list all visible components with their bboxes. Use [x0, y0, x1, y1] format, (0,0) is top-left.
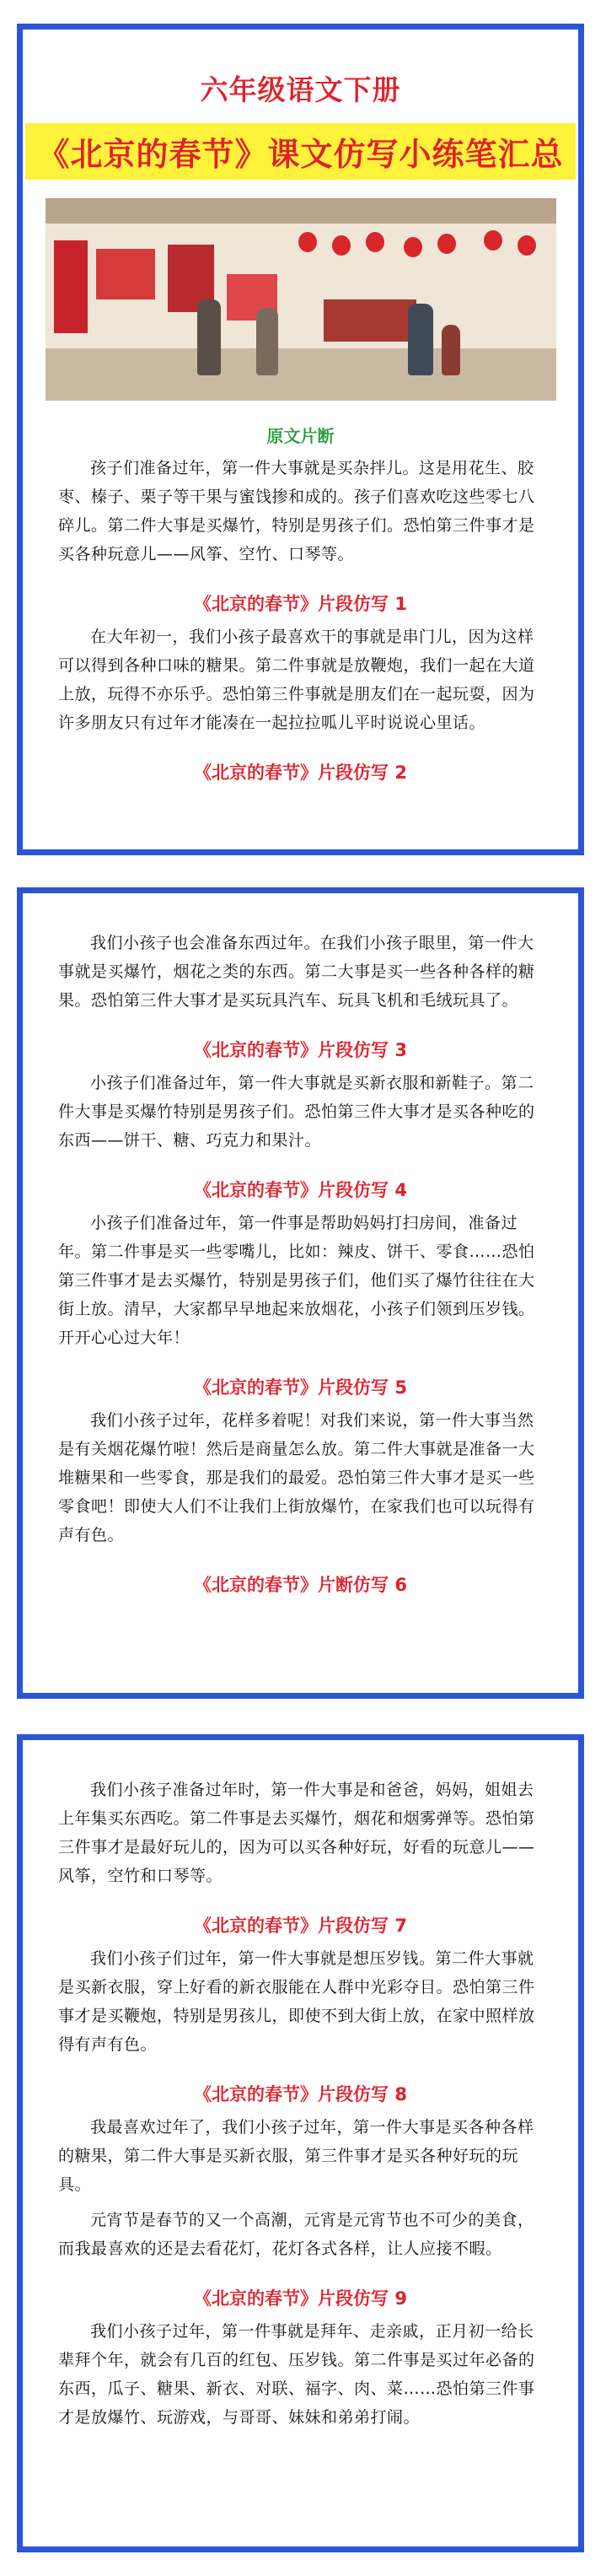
section-heading-8: 《北京的春节》片段仿写 8 [194, 2084, 407, 2104]
card-2 [17, 887, 584, 1699]
section-heading-9: 《北京的春节》片段仿写 9 [194, 2288, 407, 2309]
illus-roof [46, 198, 556, 224]
lantern-icon [437, 234, 456, 254]
page-subtitle: 《北京的春节》课文仿写小练笔汇总 [25, 123, 575, 180]
section-heading-4: 《北京的春节》片段仿写 4 [194, 1180, 407, 1200]
lantern-icon [484, 230, 502, 251]
section-paragraph-6: 我们小孩子准备过年时，第一件大事是和爸爸，妈妈，姐姐去上年集买东西吃。第二件事是去买爆竹，烟花和烟雾弹等。恐怕第三件事才是最好玩儿的，因为可以买各种好玩，好看的玩意儿——风筝，空竹和口琴等。 [58, 1781, 535, 1885]
fu-poster [96, 249, 155, 299]
section-paragraph-8b: 元宵节是春节的又一个高潮，元宵是元宵节也不可少的美食，而我最喜欢的还是去看花灯，花灯各式各样，让人应接不暇。 [58, 2211, 534, 2258]
person-figure [256, 308, 278, 375]
section-paragraph-8a: 我最喜欢过年了，我们小孩子过年，第一件大事是买各种各样的糖果，第二件大事是买新衣服，第三件事才是买各种好玩的玩具。 [58, 2118, 534, 2194]
section-paragraph-4: 小孩子们准备过年，第一件事是帮助妈妈打扫房间，准备过年。第二件事是买一些零嘴儿，比如：辣皮、饼干、零食……恐怕第三件事才是去买爆竹，特别是男孩子们，他们买了爆竹往往在大街上放。清早，大家都早早地起来放烟花，小孩子们领到压岁钱。开开心心过大年！ [58, 1214, 535, 1347]
section-paragraph-2: 我们小孩子也会准备东西过年。在我们小孩子眼里，第一件大事就是买爆竹，烟花之类的东西。第二大事是买一些各种各样的糖果。恐怕第三件大事才是买玩具汽车、玩具飞机和毛绒玩具了。 [58, 934, 535, 1010]
section-heading-2: 《北京的春节》片段仿写 2 [194, 763, 407, 783]
section-heading-6: 《北京的春节》片断仿写 6 [194, 1575, 407, 1595]
illus-ground [46, 348, 556, 401]
person-figure [197, 299, 221, 375]
card-3 [17, 1734, 584, 2552]
child-figure [442, 325, 460, 375]
subtitle-wrap [23, 123, 578, 180]
lantern-icon [298, 232, 317, 252]
section-heading-7: 《北京的春节》片段仿写 7 [194, 1916, 407, 1936]
section-heading-5: 《北京的春节》片段仿写 5 [194, 1377, 407, 1398]
section-paragraph-1: 在大年初一，我们小孩子最喜欢干的事就是串门儿，因为这样可以得到各种口味的糖果。第二件事就是放鞭炮，我们一起在大道上放，玩得不亦乐乎。恐怕第三件事就是朋友们在一起玩耍，因为许多朋友只有过年才能凑在一起拉拉呱儿平时说说心里话。 [58, 628, 535, 732]
original-heading: 原文片断 [266, 426, 335, 446]
page-title: 六年级语文下册 [200, 73, 401, 106]
section-paragraph-7: 我们小孩子们过年，第一件大事就是想压岁钱。第二件大事就是买新衣服，穿上好看的新衣服能在人群中光彩夺目。恐怕第三件事才是买鞭炮，特别是男孩儿，即使不到大街上放，在家中照样放得有声有色。 [58, 1949, 535, 2054]
card-1 [17, 24, 584, 855]
spring-festival-illustration [46, 198, 556, 401]
section-paragraph-5: 我们小孩子过年，花样多着呢！对我们来说，第一件大事当然是有关烟花爆竹啦！然后是商量怎么放。第二件大事就是准备一大堆糖果和一些零食，那是我们的最爱。恐怕第三件大事才是买一些零食吧！即使大人们不让我们上街放爆竹，在家我们也可以玩得有声有色。 [58, 1411, 535, 1544]
lantern-icon [332, 235, 351, 256]
section-paragraph-3: 小孩子们准备过年，第一件大事就是买新衣服和新鞋子。第二件大事是买爆竹特别是男孩子们。恐怕第三件大事才是买各种吃的东西——饼干、糖、巧克力和果汁。 [58, 1074, 535, 1150]
couplet-poster [54, 240, 88, 333]
stall-goods [324, 299, 416, 342]
section-paragraph-9: 我们小孩子过年，第一件事就是拜年、走亲戚，正月初一给长辈拜个年，就会有几百的红包、压岁钱。第二件事是买过年必备的东西，瓜子、糖果、新衣、对联、福字、肉、菜……恐怕第三件事才是放爆竹、玩游戏，与哥哥、妹妹和弟弟打闹。 [58, 2322, 535, 2427]
person-figure [408, 304, 433, 375]
original-paragraph: 孩子们准备过年，第一件大事就是买杂拌儿。这是用花生、胶枣、榛子、栗子等干果与蜜饯掺和成的。孩子们喜欢吃这些零七八碎儿。第二件大事是买爆竹，特别是男孩子们。恐怕第三件事才是买各种玩意儿——风筝、空竹、口琴等。 [58, 459, 535, 563]
lantern-icon [404, 237, 422, 257]
section-heading-1: 《北京的春节》片段仿写 1 [194, 594, 407, 614]
lantern-icon [366, 232, 384, 252]
section-heading-3: 《北京的春节》片段仿写 3 [194, 1040, 407, 1060]
lantern-icon [518, 235, 536, 256]
